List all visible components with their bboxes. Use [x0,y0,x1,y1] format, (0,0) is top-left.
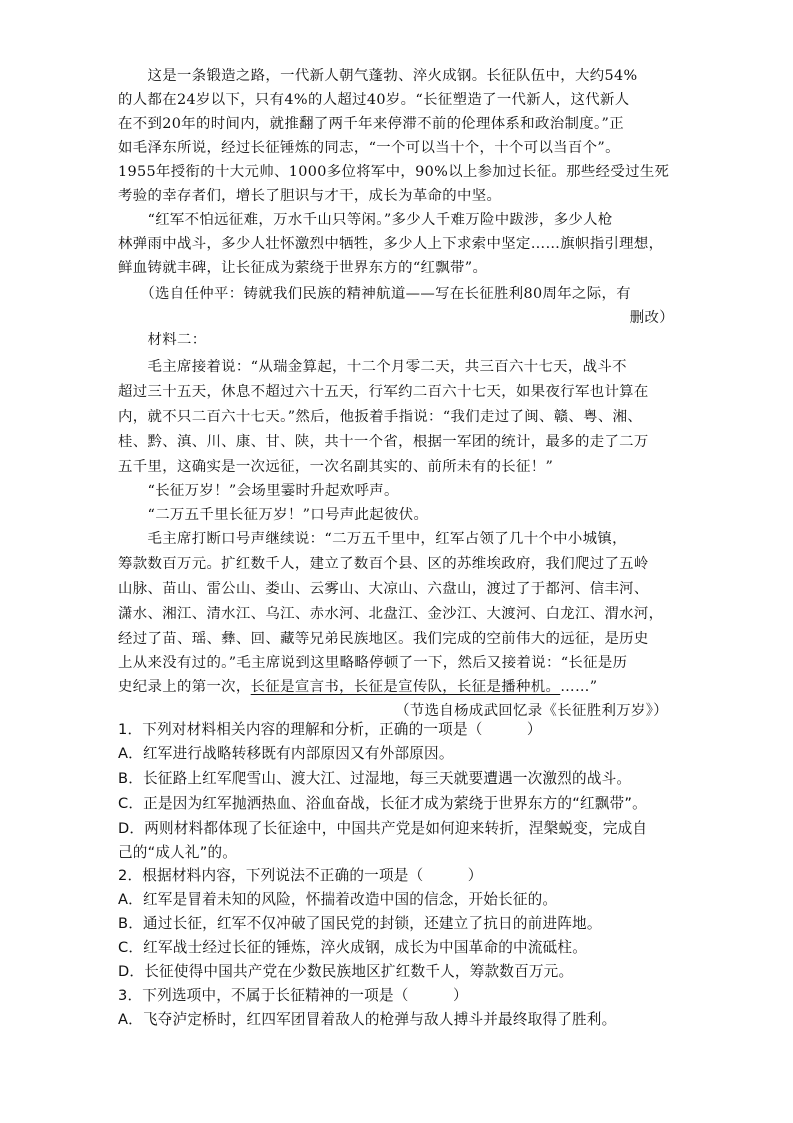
m1-source-line1: （选自任仲平：铸就我们民族的精神航道——写在长征胜利80周年之际，有 [118,286,631,302]
q1-option-d-line1: D．两则材料都体现了长征途中，中国共产党是如何迎来转折，涅槃蜕变，完成自 [118,820,648,837]
m1-p1-line6: 考验的幸存者们，增长了胆识与才干，成长为革命的中坚。 [118,188,502,204]
m1-source-line2: 删改） [629,310,674,326]
m2-p4-line7-prefix: 史纪录上的第一次， [118,679,251,695]
m2-p4-line6: 上从来没有过的。”毛主席说到这里略略停顿了一下，然后又接着说：“长征是历 [118,655,628,671]
q3-option-a: A．飞夺泸定桥时，红四军团冒着敌人的枪弹与敌人搏斗并最终取得了胜利。 [118,1011,617,1028]
m1-p1-line5: 1955年授衔的十大元帅、1000多位将军中，90%以上参加过长征。那些经受过生死 [118,164,670,180]
q3-stem: 3．下列选项中，不属于长征精神的一项是（ ） [118,987,468,1004]
m2-p2: “长征万岁！”会场里霎时升起欢呼声。 [118,483,399,499]
m2-p4-line7 [118,677,680,697]
m1-p2-line2: 林弹雨中战斗，多少人壮怀激烈中牺牲，多少人上下求索中坚定……旗帜指引理想， [118,236,664,252]
q1-option-b: B．长征路上红军爬雪山、渡大江、过湿地，每三天就要遭遇一次激烈的战斗。 [118,770,632,787]
m2-p1-line1: 毛主席接着说：“从瑞金算起，十二个月零二天，共三百六十七天，战斗不 [118,359,627,375]
m1-p1-line2: 的人都在24岁以下，只有4%的人超过40岁。“长征塑造了一代新人，这代新人 [118,92,630,108]
m2-p1-line5: 五千里，这确实是一次远征，一次名副其实的、前所未有的长征！” [118,459,554,475]
underlined-quote: 长征是宣言书，长征是宣传队，长征是播种机。 [250,679,561,695]
q2-option-b: B．通过长征，红军不仅冲破了国民党的封锁，还建立了抗日的前进阵地。 [118,915,602,932]
q2-option-c: C．红军战士经过长征的锤炼，淬火成钢，成长为中国革命的中流砥柱。 [118,939,587,956]
m1-p2-line1: “红军不怕远征难，万水千山只等闲。”多少人千难万险中跋涉，多少人枪 [118,212,613,228]
m2-p4-line3: 山脉、苗山、雷公山、娄山、云雾山、大凉山、六盘山，渡过了于都河、信丰河、 [118,581,649,597]
m2-p4-line5: 经过了苗、瑶、彝、回、藏等兄弟民族地区。我们完成的空前伟大的远征，是历史 [118,631,649,647]
q1-option-c: C．正是因为红军抛洒热血、浴血奋战，长征才成为萦绕于世界东方的“红飘带”。 [118,795,647,812]
m2-p4-line2: 筹款数百万元。扩红数千人，建立了数百个县、区的苏维埃政府，我们爬过了五岭 [118,556,649,572]
q2-stem: 2．根据材料内容，下列说法不正确的一项是（ ） [118,867,483,884]
m2-heading: 材料二： [118,332,207,348]
m2-p4-line1: 毛主席打断口号声继续说：“二万五千里中，红军占领了几十个中小城镇， [118,531,627,547]
q1-option-d-line2: 己的“成人礼”的。 [118,844,238,861]
m2-p4-line7-suffix: ……” [560,679,598,695]
m2-p4-line4: 潇水、湘江、清水江、乌江、赤水河、北盘江、金沙江、大渡河、白龙江、渭水河， [118,606,664,622]
m1-p1-line1: 这是一条锻造之路，一代新人朝气蓬勃、淬火成钢。长征队伍中，大约54% [118,68,638,84]
m1-p1-line3: 在不到20年的时间内，就推翻了两千年来停滞不前的伦理体系和政治制度。”正 [118,116,624,132]
q2-option-d: D．长征使得中国共产党在少数民族地区扩红数千人，筹款数百万元。 [118,963,574,980]
m2-p1-line4: 桂、黔、滇、川、康、甘、陕，共十一个省，根据一军团的统计，最多的走了二万 [118,434,649,450]
q1-stem: 1．下列对材料相关内容的理解和分析，正确的一项是（ ） [118,721,542,738]
q1-option-a: A．红军进行战略转移既有内部原因又有外部原因。 [118,745,454,762]
m1-p2-line3: 鲜血铸就丰碑，让长征成为萦绕于世界东方的“红飘带”。 [118,260,488,276]
q2-option-a: A．红军是冒着未知的风险，怀揣着改造中国的信念，开始长征的。 [118,891,558,908]
m2-p1-line2: 超过三十五天，休息不超过六十五天，行军约二百六十七天，如果夜行军也计算在 [118,384,649,400]
m1-p1-line4: 如毛泽东所说，经过长征锤炼的同志，“一个可以当十个，十个可以当百个”。 [118,140,620,156]
m2-source: （节选自杨成武回忆录《长征胜利万岁》） [395,703,668,719]
m2-p1-line3: 内，就不只二百六十七天。”然后，他扳着手指说：“我们走过了闽、赣、粤、湘、 [118,409,643,425]
m2-p3: “二万五千里长征万岁！”口号声此起彼伏。 [118,507,429,523]
